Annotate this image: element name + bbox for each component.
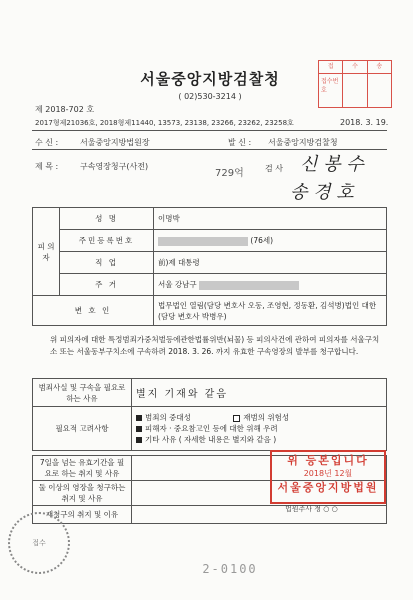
field-label: 필요적 고려사항: [33, 407, 132, 451]
receipt-seal: 접수: [8, 512, 70, 574]
field-label: 7일을 넘는 유효기간을 필요로 하는 취지 및 사유: [33, 456, 132, 481]
approval-box: [318, 60, 392, 108]
check-item: 기타 사유 ( 자세한 내용은 별지와 같음 ): [145, 435, 277, 444]
checkbox-checked: [136, 426, 142, 432]
field-value: [132, 506, 387, 524]
field-label: 직 업: [60, 252, 154, 274]
stamp-line: 2018년 12월: [303, 469, 353, 478]
amount: 729억: [215, 168, 244, 179]
prosecutor-signature: 신 봉 수: [300, 154, 364, 175]
suspect-side-label: 피 의 자: [33, 208, 60, 296]
field-value: 前)제 대통령: [154, 252, 387, 274]
check-item: 피해자 · 중요참고인 등에 대한 위해 우려: [145, 424, 278, 433]
field-value: [154, 274, 387, 296]
stamp-line: 서울중앙지방법원: [277, 481, 379, 494]
suspect-table: [32, 207, 387, 326]
document-barcode: 2-0100: [202, 562, 258, 576]
lawyer-label: 변 호 인: [33, 296, 154, 326]
checkbox-checked: [136, 415, 142, 421]
approval-cell: 접수번호: [319, 74, 343, 107]
check-item: 재범의 위험성: [243, 413, 290, 422]
reasons-table: [32, 378, 387, 451]
field-value-text: 서울 강남구: [158, 280, 197, 289]
case-reference: 2017형제21036호, 2018형제11440, 13573, 23138, 23266, 23262, 23258호: [35, 119, 294, 127]
clerk-name: 법원주사 정 ○ ○: [285, 505, 338, 513]
recipient-label: 수 신 :: [35, 138, 59, 147]
approval-header: 수: [343, 61, 367, 73]
certified-copy-stamp: [270, 450, 386, 504]
request-text: 위 피의자에 대한 특정범죄가중처벌등에관한법률위반(뇌물) 등 피의사건에 관하여 피의자를 서울구치소 또는 서울동부구치소에 구속하려 2018. 3. 26. 까지 유효한 구속영장의 발부를 청구합니다.: [50, 335, 380, 356]
field-label: 둘 이상의 영장을 청구하는 취지 및 사유: [33, 481, 132, 506]
checklist: [132, 407, 387, 451]
sender: 서울중앙지방검찰청: [268, 138, 338, 147]
field-value: 별지 기재와 같음: [132, 379, 387, 407]
stamp-line: 위 등본입니다: [287, 454, 369, 467]
checkbox-empty: [233, 415, 240, 422]
field-label: 범죄사실 및 구속을 필요로 하는 사유: [33, 379, 132, 407]
divider: [32, 130, 387, 131]
prosecutor-label: 검 사: [265, 164, 283, 173]
approval-cell: [368, 74, 391, 107]
field-label: 성 명: [60, 208, 154, 230]
doc-date: 2018. 3. 19.: [340, 118, 389, 127]
prosecutor-signature: 송 경 호: [290, 182, 354, 203]
field-value: [154, 230, 387, 252]
field-value-text: (76세): [250, 236, 274, 245]
phone-number: ( 02)530-3214 ): [178, 92, 242, 101]
field-label: 주 거: [60, 274, 154, 296]
approval-header: 송: [376, 63, 383, 70]
field-value: 이명박: [154, 208, 387, 230]
checkbox-checked: [136, 437, 142, 443]
field-label: 재청구의 취지 및 이유: [33, 506, 132, 524]
approval-cell: [343, 74, 367, 107]
page-title: 서울중앙지방검찰청: [140, 70, 280, 88]
doc-number: 제 2018-702 호: [35, 105, 95, 114]
sender-label: 발 신 :: [228, 138, 252, 147]
recipient: 서울중앙지방법원장: [80, 138, 150, 147]
redaction: [158, 237, 248, 246]
lawyer-value: 법무법인 열림(담당 변호사 오동, 조영현, 정동환, 김석병)법인 대한(담당 변호사 박병우): [154, 296, 387, 326]
field-label: 주민등록번호: [60, 230, 154, 252]
subject: 구속영장청구(사전): [80, 162, 149, 171]
approval-header: 접: [319, 61, 343, 73]
check-item: 범죄의 중대성: [145, 413, 191, 422]
redaction: [199, 281, 299, 290]
subject-label: 제 목 :: [35, 162, 59, 171]
